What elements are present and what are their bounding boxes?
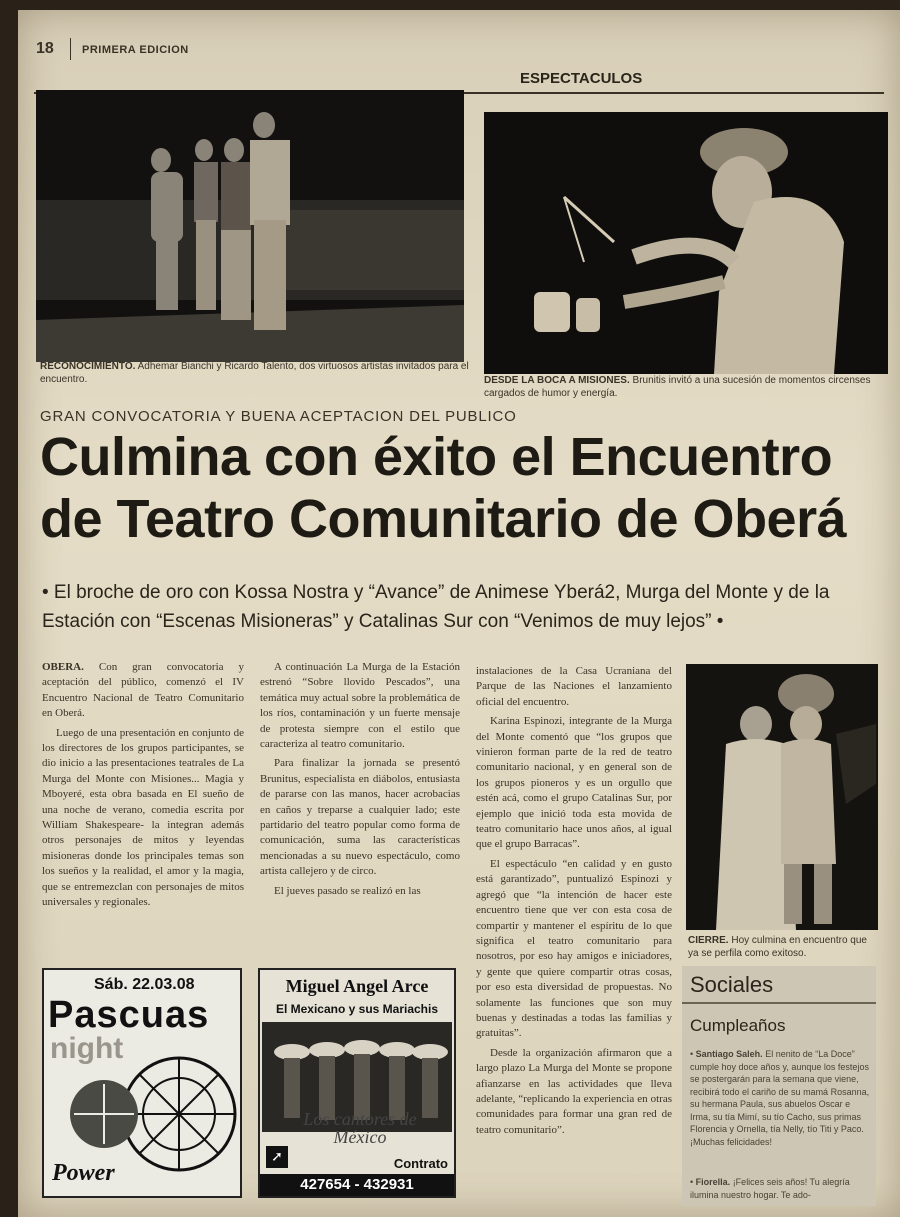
sociales-entry-1-name: Santiago Saleh. — [695, 1049, 763, 1059]
photo-reconocimiento-image — [36, 90, 464, 362]
article-deck: • El broche de oro con Kossa Nostra y “Avance” de Animese Yberá2, Murga del Monte y de la Estación con “Escenas Misioneras” y Catalinas Sur con “Venimos de muy lejos” • — [42, 582, 830, 632]
page-number: 18 — [36, 40, 54, 57]
caption-cierre-lead: CIERRE. — [688, 935, 729, 946]
ad-pascuas-title: Pascuas — [48, 994, 210, 1036]
caption-cierre — [688, 934, 880, 960]
sociales-section — [682, 966, 876, 1206]
article-kicker: GRAN CONVOCATORIA Y BUENA ACEPTACION DEL PUBLICO — [40, 408, 517, 425]
photo-desde-la-boca — [484, 112, 888, 374]
photo-cierre — [686, 664, 878, 930]
col2-paragraph-2: Para finalizar la jornada se presentó Brunitus, especialista en diábolos, entusiasta de pararse con las manos, hacer acrobacias en caños y treparse a cualquier lado; este partidario del teatro popular como forma de comunicación, suma las características mencionadas a su nuevo espectáculo, como artista callejero y de circo. — [260, 757, 460, 878]
ad-pascuas-brand: Power — [52, 1160, 115, 1186]
ad-pascuas-night — [42, 968, 242, 1198]
sociales-rule — [682, 1002, 876, 1004]
col3-paragraph-3: El espectáculo “en calidad y en gusto está garantizado”, puntualizó Espinozi y agregó que “la intención de hacer este encuentro tiene que ver con esta cosa de compartir y mantener el espíritu de lo que significa el teatro comunitario para nosotros, por eso hay amigos e iniciadores, y gente que quiere compartir otras cosas, por eso esta diversidad de propuestas. No solamente las funciones que son muy buenas y destinadas a todas las familias y gratuitas”. — [476, 857, 672, 1040]
ad-pascuas-date: Sáb. 22.03.08 — [94, 976, 195, 993]
sociales-subtitle: Cumpleaños — [690, 1016, 786, 1035]
photo-cierre-image — [686, 664, 878, 930]
sociales-entry-2-text: ¡Felices seis años! Tu alegría ilumina nuestro hogar. Te ado- — [690, 1177, 850, 1200]
edition-label: PRIMERA EDICION — [82, 44, 189, 56]
caption-reconocimiento — [40, 360, 470, 386]
caption-reconocimiento-lead: RECONOCIMIENTO. — [40, 361, 136, 372]
col2-paragraph-3: El jueves pasado se realizó en las — [274, 884, 421, 897]
photo-reconocimiento — [36, 90, 464, 362]
dateline: OBERA. — [42, 661, 84, 673]
ad-miguel-subtitle: El Mexicano y sus Mariachis — [275, 1002, 439, 1016]
caption-desde-la-boca — [484, 374, 884, 400]
ad-miguel-name: Miguel Angel Arce — [285, 976, 429, 996]
col1-paragraph-1 — [42, 660, 244, 722]
sociales-title: Sociales — [690, 972, 774, 997]
sociales-entry-1: • Santiago Saleh. El nenito de “La Doce” cumple hoy doce años y, aunque los festejos se postergarán para la semana que viene, recibirá todo el cariño de su mamá Rosanna, su hermana Paula, sus abuelos Oscar e Irma, su tía Mimí, su tío Cacho, sus primas Florencia y Ornella, tía Nelly, tío Titi y Paco. ¡Muchas felicidades! — [690, 1049, 870, 1147]
col2-paragraph-1: A continuación La Murga de la Estación estrenó “Sobre llovido Pescados”, una temática muy actual sobre la problemática de los ríos, contaminación y un fuerte mensaje de protesta siempre con el estilo que caracteriza al teatro comunitario. — [260, 661, 460, 751]
ad-miguel-arrow-icon: ➚ — [266, 1146, 288, 1168]
ad-miguel-phones: 427654 - 432931 — [260, 1174, 454, 1196]
ad-pascuas-subtitle: night — [50, 1032, 124, 1065]
caption-reconocimiento-text: Adhemar Bianchi y Ricardo Talento, dos virtuosos artistas invitados para el encuentro. — [40, 361, 469, 385]
col3-paragraph-1: instalaciones de la Casa Ucraniana del Parque de las Naciones el lanzamiento oficial del encuentro. — [476, 665, 672, 708]
caption-cierre-text: Hoy culmina en encuentro que ya se perfila como exitoso. — [688, 935, 867, 959]
caption-desde-la-boca-lead: DESDE LA BOCA A MISIONES. — [484, 375, 630, 386]
article-column-2 — [260, 660, 460, 903]
col1-paragraph-2: Luego de una presentación en conjunto de los directores de los grupos participantes, se dio inicio a las presentaciones teatrales de La Murga del Monte con Misiones... Magia y Mboyeré, esta obra basada en El sueño de una noche de verano, comedia escrita por William Shakespeare- la integran además otros personajes de mitos y leyendas misioneras donde los principales temas son los sueños y la realidad, el amor y la magia, que se entremezclan con personajes de mitos universales y regionales. — [42, 726, 244, 909]
ad-miguel-contract-label: Contrato — [393, 1156, 448, 1171]
section-title: ESPECTACULOS — [520, 70, 643, 87]
caption-desde-la-boca-text: Brunitis invitó a una sucesión de momentos circenses cargados de humor y energía. — [484, 375, 871, 399]
sociales-entry-2: • Fiorella. ¡Felices seis años! Tu alegría ilumina nuestro hogar. Te ado- — [690, 1177, 850, 1200]
article-column-3 — [476, 664, 672, 1142]
ad-miguel-angel-arce — [258, 968, 456, 1198]
article-headline: Culmina con éxito el Encuentro de Teatro Comunitario de Oberá — [40, 427, 847, 549]
article-column-1 — [42, 660, 244, 915]
col1-p1-text: Con gran convocatoria y aceptación del público, comenzó el IV Encuentro Nacional de Teatro Comunitario en Oberá. — [42, 661, 244, 720]
col3-paragraph-4: Desde la organización afirmaron que a largo plazo La Murga del Monte se propone afianzarse en las actividades que lleva adelante, “replicando la experiencia en otras comunidades para formar una gran red de teatro comunitario”. — [476, 1046, 672, 1136]
sociales-entry-2-name: Fiorella. — [695, 1177, 731, 1187]
header-separator — [70, 38, 71, 60]
photo-desde-la-boca-image — [484, 112, 888, 374]
ad-miguel-band: Los cantores de México — [303, 1109, 417, 1147]
sociales-entry-1-text: El nenito de “La Doce” cumple hoy doce años y, aunque los festejos se postergarán para la semana que viene, recibirá todo el cariño de su mamá Rosanna, su hermana Paula, sus abuelos Oscar e Irma, su tía Mimí, su tío Cacho, sus primas Florencia y Ornella, tía Nelly, tío Titi y Paco. ¡Muchas felicidades! — [690, 1049, 870, 1147]
col3-paragraph-2: Karina Espinozi, integrante de la Murga del Monte comentó que “los grupos que vinieron forman parte de la red de teatro comunitario nacional, y en general son de los grupos pioneros y es un orgullo que estén acá, como el grupo Catalinas Sur, por ejemplo que inició toda esta movida de teatro comunitario hace unos años, al igual que el grupo Barracas”. — [476, 715, 672, 851]
